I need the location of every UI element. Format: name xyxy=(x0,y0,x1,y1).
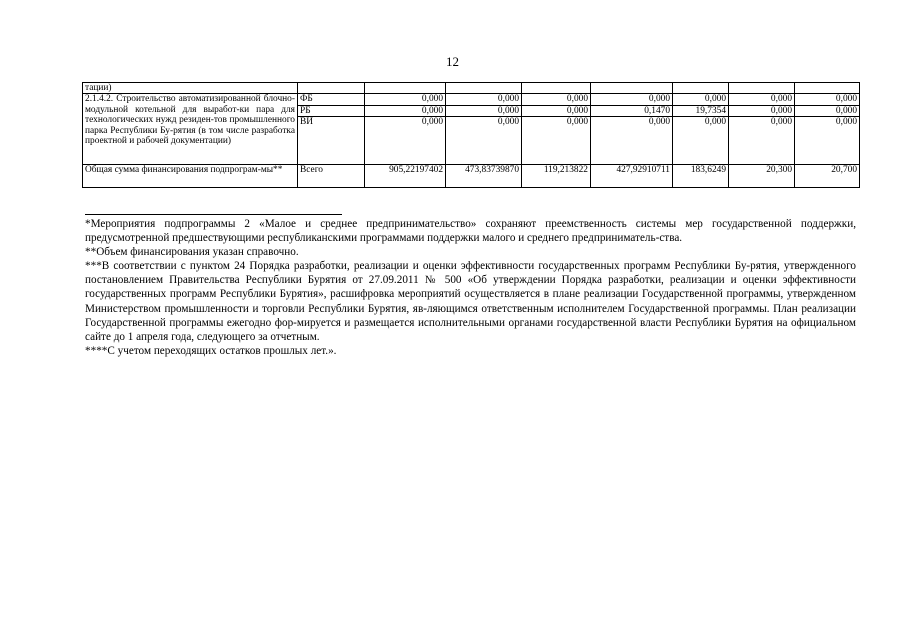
financing-table xyxy=(82,82,860,188)
value-cell: 0,000 xyxy=(365,117,446,165)
value-cell: 20,700 xyxy=(795,165,860,188)
source-cell: ФБ xyxy=(298,94,365,105)
value-cell xyxy=(522,83,591,94)
value-cell xyxy=(795,83,860,94)
row-name-cell: тации) xyxy=(83,83,298,94)
row-name-cell: 2.1.4.2. Строительство автоматизированной блочно-модульной котельной для выработ-ки пара для технологических нужд резиден-тов промышленного парка Республики Бу-рятия (в том числе разработка проектной и рабочей документации) xyxy=(83,94,298,165)
value-cell: 183,6249 xyxy=(673,165,729,188)
value-cell: 119,213822 xyxy=(522,165,591,188)
value-cell: 19,7354 xyxy=(673,105,729,116)
page-number: 12 xyxy=(446,54,459,69)
value-cell: 0,000 xyxy=(446,117,522,165)
value-cell xyxy=(446,83,522,94)
source-cell xyxy=(298,83,365,94)
source-cell: Всего xyxy=(298,165,365,188)
value-cell xyxy=(365,83,446,94)
value-cell: 0,000 xyxy=(673,117,729,165)
value-cell: 0,000 xyxy=(591,94,673,105)
footnote: ****С учетом переходящих остатков прошлых лет.». xyxy=(85,344,337,357)
value-cell: 0,000 xyxy=(795,117,860,165)
footnote: ***В соответствии с пунктом 24 Порядка разработки, реализации и оценки эффективности государственных программ Республики Бу-рятия, утвержденного постановлением Правительства Республики Бурятия от 27.09.2011 № 500 «Об утверждении Порядка разработки, реализации и оценки эффективности государственных программ Республики Бурятия», расшифровка мероприятий осуществляется в плане реализации Государственной программы, утвержденном Министерством промышленности и торговли Республики Бурятия, яв-ляющимся ответственным исполнителем Государственной программы. План реализации Государственной программы ежегодно фор-мируется и размещается исполнительными органами государственной власти Республики Бурятия на официальном сайте до 1 апреля года, следующего за отчетным. xyxy=(85,260,856,343)
value-cell: 0,000 xyxy=(522,94,591,105)
row-name-cell: Общая сумма финансирования подпрограм-мы** xyxy=(83,165,298,188)
value-cell: 0,000 xyxy=(729,117,795,165)
table-row xyxy=(83,83,860,94)
value-cell: 20,300 xyxy=(729,165,795,188)
value-cell: 0,000 xyxy=(591,117,673,165)
value-cell: 473,83739870 xyxy=(446,165,522,188)
value-cell: 0,000 xyxy=(673,94,729,105)
value-cell: 0,000 xyxy=(795,94,860,105)
value-cell xyxy=(591,83,673,94)
value-cell: 905,22197402 xyxy=(365,165,446,188)
value-cell: 0,000 xyxy=(795,105,860,116)
value-cell: 0,000 xyxy=(365,94,446,105)
value-cell: 427,92910711 xyxy=(591,165,673,188)
value-cell xyxy=(729,83,795,94)
table-row xyxy=(83,94,860,105)
value-cell: 0,000 xyxy=(446,94,522,105)
value-cell: 0,000 xyxy=(522,105,591,116)
source-cell: ВИ xyxy=(298,117,365,165)
table-row xyxy=(83,165,860,188)
value-cell xyxy=(673,83,729,94)
value-cell: 0,000 xyxy=(729,105,795,116)
value-cell: 0,1470 xyxy=(591,105,673,116)
value-cell: 0,000 xyxy=(446,105,522,116)
footnote: **Объем финансирования указан справочно. xyxy=(85,246,299,259)
value-cell: 0,000 xyxy=(522,117,591,165)
footnote: *Мероприятия подпрограммы 2 «Малое и среднее предпринимательство» сохраняют преемственность системы мер государственной поддержки, предусмотренной предшествующими республиканскими программами поддержки малого и среднего предприниматель-ства. xyxy=(85,218,856,245)
value-cell: 0,000 xyxy=(365,105,446,116)
footnote-separator xyxy=(85,214,342,215)
value-cell: 0,000 xyxy=(729,94,795,105)
footnotes xyxy=(85,214,856,358)
source-cell: РБ xyxy=(298,105,365,116)
